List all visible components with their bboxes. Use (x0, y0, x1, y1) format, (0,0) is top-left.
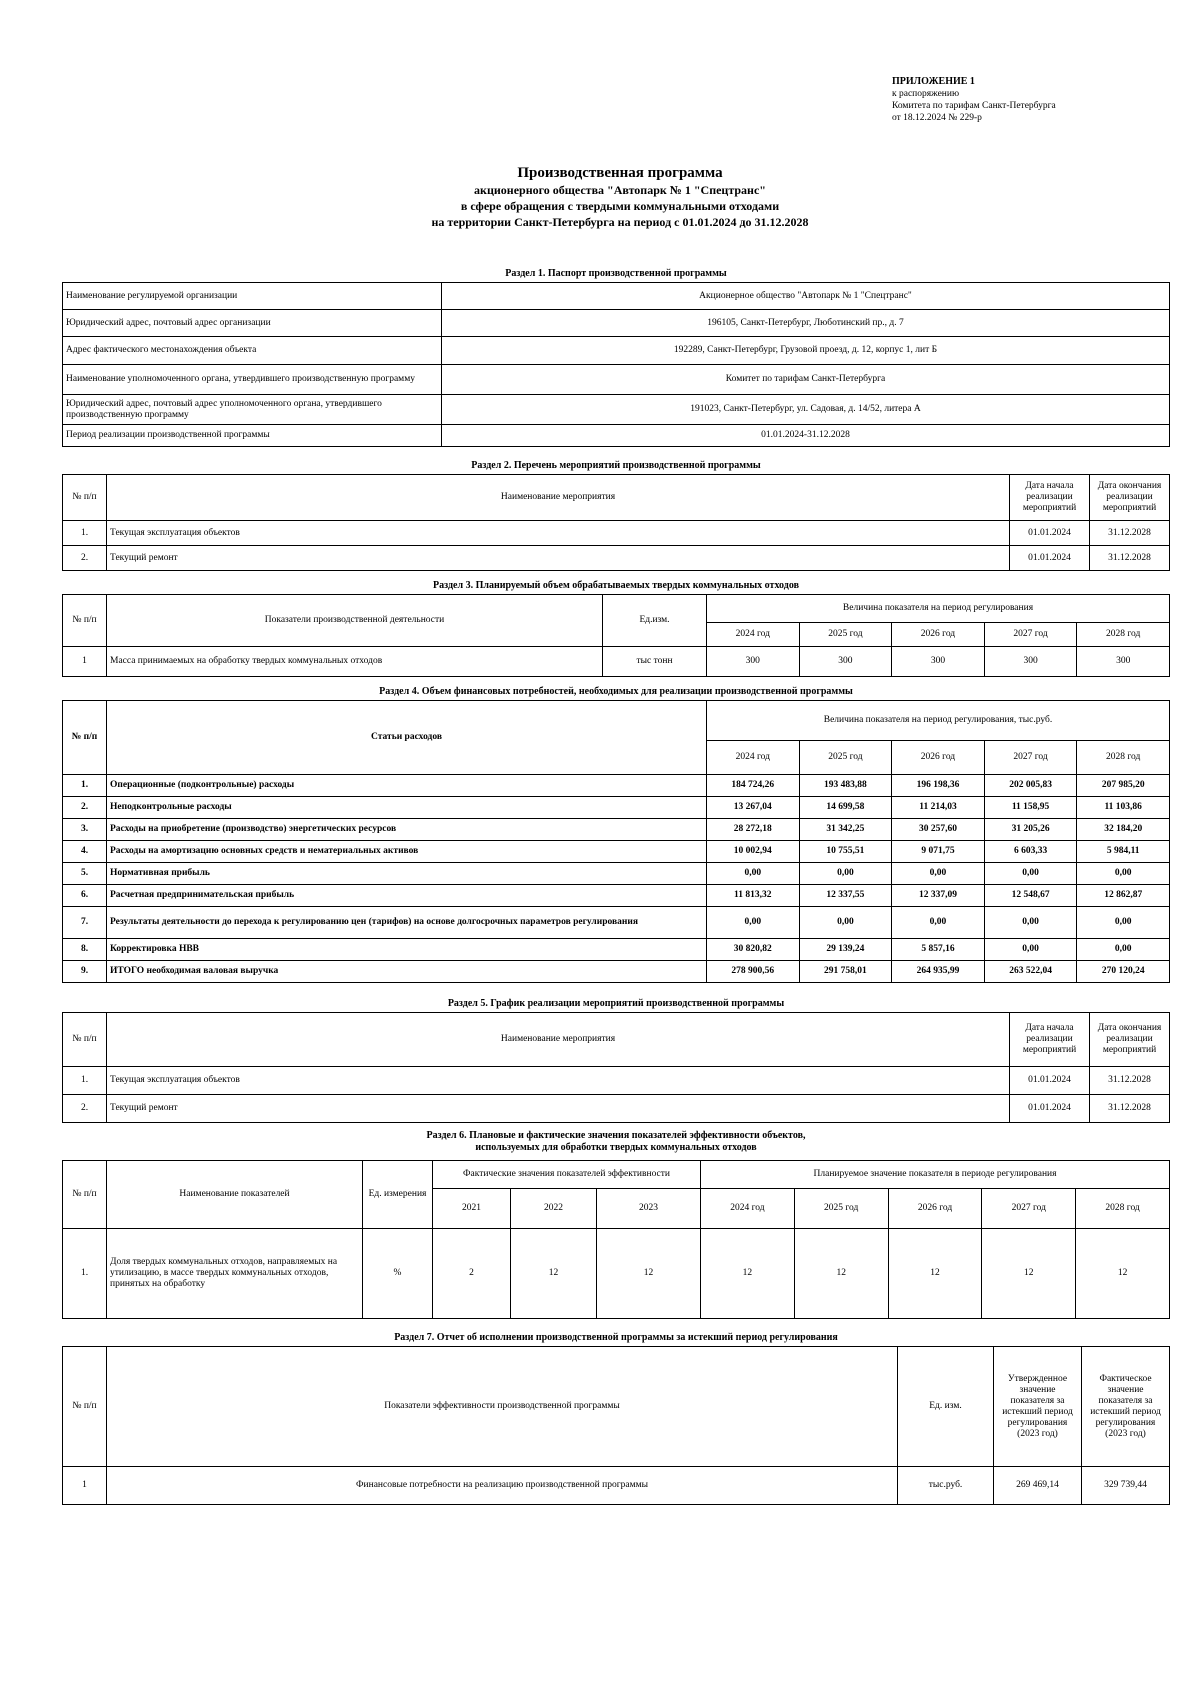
table-cell: Нормативная прибыль (107, 863, 707, 885)
table-cell: 4. (63, 841, 107, 863)
table-cell: 202 005,83 (984, 775, 1077, 797)
table-cell: тыс.руб. (898, 1467, 994, 1505)
table-row (63, 841, 1170, 863)
table-cell: Наименование регулируемой организации (63, 283, 442, 310)
table-cell: 2. (63, 1095, 107, 1123)
table-cell: Акционерное общество "Автопарк № 1 "Спецтранс" (442, 283, 1170, 310)
table-cell: 1. (63, 1067, 107, 1095)
year-header: 2024 год (701, 1189, 795, 1229)
table-row (63, 797, 1170, 819)
passport-table (62, 282, 1170, 447)
table-cell: Корректировка НВВ (107, 939, 707, 961)
table-cell: 32 184,20 (1077, 819, 1170, 841)
table-cell: 0,00 (1077, 939, 1170, 961)
table-cell: 0,00 (984, 863, 1077, 885)
table-cell: 0,00 (707, 863, 800, 885)
header-cell: Наименование мероприятия (107, 1013, 1010, 1067)
year-header: 2028 год (1076, 1189, 1170, 1229)
header-cell: Ед. изм. (898, 1347, 994, 1467)
year-header: 2028 год (1077, 623, 1170, 647)
table-cell: 6. (63, 885, 107, 907)
table-cell: 01.01.2024 (1010, 546, 1090, 571)
table-cell: 12 862,87 (1077, 885, 1170, 907)
table-cell: тыс тонн (603, 647, 707, 677)
table-cell: 207 985,20 (1077, 775, 1170, 797)
table-cell: Юридический адрес, почтовый адрес организации (63, 310, 442, 337)
table-row (63, 337, 1170, 365)
header-cell: Показатели эффективности производственной программы (107, 1347, 898, 1467)
table-cell: 1 (63, 647, 107, 677)
header-cell: Утвержденное значение показателя за истекший период регулирования (2023 год) (994, 1347, 1082, 1467)
table-cell: 11 158,95 (984, 797, 1077, 819)
table-cell: 300 (707, 647, 800, 677)
table-cell: 29 139,24 (799, 939, 892, 961)
table-cell: 184 724,26 (707, 775, 800, 797)
header-cell: Величина показателя на период регулирования (707, 595, 1170, 623)
table-cell: 264 935,99 (892, 961, 985, 983)
table-cell: 263 522,04 (984, 961, 1077, 983)
header-cell: Фактические значения показателей эффективности (433, 1161, 701, 1189)
table-cell: 12 (701, 1229, 795, 1319)
table-cell: 192289, Санкт-Петербург, Грузовой проезд, д. 12, корпус 1, лит Б (442, 337, 1170, 365)
table-cell: 12 (794, 1229, 888, 1319)
table-cell: 11 214,03 (892, 797, 985, 819)
header-cell: № п/п (63, 1013, 107, 1067)
year-header: 2025 год (799, 623, 892, 647)
table-cell: 10 002,94 (707, 841, 800, 863)
table-cell: 5. (63, 863, 107, 885)
section-3-title: Раздел 3. Планируемый объем обрабатываемых твердых коммунальных отходов (433, 580, 799, 591)
table-cell: 31.12.2028 (1090, 1067, 1170, 1095)
table-cell: 31.12.2028 (1090, 546, 1170, 571)
volume-table (62, 594, 1170, 677)
table-cell: Комитет по тарифам Санкт-Петербурга (442, 365, 1170, 395)
year-header: 2024 год (707, 623, 800, 647)
table-cell: 0,00 (892, 907, 985, 939)
header-cell: № п/п (63, 1347, 107, 1467)
table-cell: 1. (63, 1229, 107, 1319)
table-cell: 01.01.2024-31.12.2028 (442, 425, 1170, 447)
header-cell: Статьи расходов (107, 701, 707, 775)
table-row (63, 425, 1170, 447)
appendix-line: Комитета по тарифам Санкт-Петербурга (892, 101, 1056, 111)
table-header-row (63, 701, 1170, 741)
table-cell: Масса принимаемых на обработку твердых коммунальных отходов (107, 647, 603, 677)
table-cell: 12 548,67 (984, 885, 1077, 907)
section-6-title (62, 1130, 1170, 1154)
table-cell: 196 198,36 (892, 775, 985, 797)
header-cell: Показатели производственной деятельности (107, 595, 603, 647)
table-cell: ИТОГО необходимая валовая выручка (107, 961, 707, 983)
table-row (63, 1067, 1170, 1095)
table-cell: 193 483,88 (799, 775, 892, 797)
header-cell: Наименование показателей (107, 1161, 363, 1229)
table-row (63, 1467, 1170, 1505)
table-cell: 0,00 (799, 907, 892, 939)
table-cell: 0,00 (984, 907, 1077, 939)
schedule-table (62, 1012, 1170, 1123)
document-subtitle: в сфере обращения с твердыми коммунальными отходами (460, 199, 780, 213)
table-cell: 329 739,44 (1082, 1467, 1170, 1505)
table-cell: Операционные (подконтрольные) расходы (107, 775, 707, 797)
finance-table (62, 700, 1170, 983)
table-row (63, 546, 1170, 571)
table-cell: 0,00 (1077, 863, 1170, 885)
year-header: 2023 (597, 1189, 701, 1229)
table-cell: 9 071,75 (892, 841, 985, 863)
table-cell: 12 337,55 (799, 885, 892, 907)
section-2-title: Раздел 2. Перечень мероприятий производственной программы (471, 460, 761, 471)
header-cell: Дата окончания реализации мероприятий (1090, 1013, 1170, 1067)
table-cell: 12 (982, 1229, 1076, 1319)
table-cell: Текущий ремонт (107, 546, 1010, 571)
table-cell: Доля твердых коммунальных отходов, направляемых на утилизацию, в массе твердых коммунальных отходов, принятых на обработку (107, 1229, 363, 1319)
year-header: 2026 год (888, 1189, 982, 1229)
table-cell: 5 984,11 (1077, 841, 1170, 863)
table-cell: 31 205,26 (984, 819, 1077, 841)
year-header: 2028 год (1077, 741, 1170, 775)
table-cell: 11 103,86 (1077, 797, 1170, 819)
header-cell: Ед. измерения (363, 1161, 433, 1229)
table-row (63, 863, 1170, 885)
table-cell: 300 (892, 647, 985, 677)
table-row (63, 939, 1170, 961)
table-row (63, 283, 1170, 310)
table-cell: 6 603,33 (984, 841, 1077, 863)
section-6-title-line: используемых для обработки твердых коммунальных отходов (475, 1142, 757, 1153)
measures-table (62, 474, 1170, 571)
table-row (63, 1229, 1170, 1319)
table-cell: % (363, 1229, 433, 1319)
table-header-row (63, 1161, 1170, 1189)
header-cell: Величина показателя на период регулирования, тыс.руб. (707, 701, 1170, 741)
section-5-title: Раздел 5. График реализации мероприятий производственной программы (447, 998, 785, 1009)
table-cell: 31.12.2028 (1090, 1095, 1170, 1123)
header-cell: № п/п (63, 475, 107, 521)
table-cell: Результаты деятельности до перехода к регулированию цен (тарифов) на основе долгосрочных параметров регулирования (107, 907, 707, 939)
table-cell: Текущая эксплуатация объектов (107, 1067, 1010, 1095)
table-cell: Адрес фактического местонахождения объекта (63, 337, 442, 365)
table-cell: 1. (63, 775, 107, 797)
table-cell: 12 (1076, 1229, 1170, 1319)
section-4-title: Раздел 4. Объем финансовых потребностей, необходимых для реализации производственной программы (379, 686, 853, 697)
document-subtitle: на территории Санкт-Петербурга на период с 01.01.2024 до 31.12.2028 (431, 215, 809, 229)
appendix-line: к распоряжению (892, 89, 960, 99)
year-header: 2024 год (707, 741, 800, 775)
table-cell: 31.12.2028 (1090, 521, 1170, 546)
table-cell: 12 (511, 1229, 597, 1319)
header-cell: № п/п (63, 595, 107, 647)
table-cell: 191023, Санкт-Петербург, ул. Садовая, д. 14/52, литера А (442, 395, 1170, 425)
table-cell: Расходы на приобретение (производство) энергетических ресурсов (107, 819, 707, 841)
appendix-block (892, 76, 1152, 124)
document-heading (60, 164, 1180, 230)
year-header: 2027 год (984, 741, 1077, 775)
table-row (63, 819, 1170, 841)
table-cell: 278 900,56 (707, 961, 800, 983)
header-cell: Дата начала реализации мероприятий (1010, 475, 1090, 521)
table-cell: 3. (63, 819, 107, 841)
table-cell: Период реализации производственной программы (63, 425, 442, 447)
table-cell: 270 120,24 (1077, 961, 1170, 983)
report-table (62, 1346, 1170, 1505)
table-cell: Текущий ремонт (107, 1095, 1010, 1123)
table-row (63, 907, 1170, 939)
table-cell: 12 (888, 1229, 982, 1319)
appendix-line: от 18.12.2024 № 229-р (892, 113, 982, 123)
table-cell: 01.01.2024 (1010, 521, 1090, 546)
table-cell: 31 342,25 (799, 819, 892, 841)
section-7-title: Раздел 7. Отчет об исполнении производственной программы за истекший период регулирования (394, 1332, 838, 1343)
table-cell: 28 272,18 (707, 819, 800, 841)
table-cell: 300 (799, 647, 892, 677)
table-cell: 12 (597, 1229, 701, 1319)
table-row (63, 395, 1170, 425)
header-cell: № п/п (63, 701, 107, 775)
table-cell: 9. (63, 961, 107, 983)
header-cell: Планируемое значение показателя в периоде регулирования (701, 1161, 1170, 1189)
year-header: 2027 год (984, 623, 1077, 647)
header-cell: Фактическое значение показателя за истекший период регулирования (2023 год) (1082, 1347, 1170, 1467)
section-6-title-line: Раздел 6. Плановые и фактические значения показателей эффективности объектов, (426, 1130, 806, 1141)
table-cell: Юридический адрес, почтовый адрес уполномоченного органа, утвердившего производственную программу (63, 395, 442, 425)
efficiency-table (62, 1160, 1170, 1319)
table-cell: 12 337,09 (892, 885, 985, 907)
table-cell: 30 257,60 (892, 819, 985, 841)
table-row (63, 1095, 1170, 1123)
table-cell: 30 820,82 (707, 939, 800, 961)
header-cell: № п/п (63, 1161, 107, 1229)
year-header: 2022 (511, 1189, 597, 1229)
table-cell: Текущая эксплуатация объектов (107, 521, 1010, 546)
table-cell: 13 267,04 (707, 797, 800, 819)
table-row (63, 365, 1170, 395)
table-cell: 0,00 (1077, 907, 1170, 939)
table-row (63, 521, 1170, 546)
table-header-row (63, 595, 1170, 623)
table-header-row (63, 1013, 1170, 1067)
table-cell: 300 (984, 647, 1077, 677)
document-title: Производственная программа (517, 165, 723, 181)
table-row (63, 775, 1170, 797)
table-cell: 5 857,16 (892, 939, 985, 961)
table-cell: 269 469,14 (994, 1467, 1082, 1505)
table-row (63, 647, 1170, 677)
table-cell: 2. (63, 546, 107, 571)
table-header-row (63, 475, 1170, 521)
year-header: 2026 год (892, 623, 985, 647)
table-cell: 01.01.2024 (1010, 1095, 1090, 1123)
table-cell: 2 (433, 1229, 511, 1319)
table-cell: Расчетная предпринимательская прибыль (107, 885, 707, 907)
header-cell: Дата начала реализации мероприятий (1010, 1013, 1090, 1067)
table-cell: Неподконтрольные расходы (107, 797, 707, 819)
table-cell: Финансовые потребности на реализацию производственной программы (107, 1467, 898, 1505)
table-cell: Наименование уполномоченного органа, утвердившего производственную программу (63, 365, 442, 395)
table-cell: 1 (63, 1467, 107, 1505)
appendix-title: ПРИЛОЖЕНИЕ 1 (892, 76, 975, 87)
table-row-total (63, 961, 1170, 983)
document-subtitle: акционерного общества "Автопарк № 1 "Спецтранс" (474, 183, 766, 197)
table-cell: 01.01.2024 (1010, 1067, 1090, 1095)
year-header: 2027 год (982, 1189, 1076, 1229)
table-cell: 0,00 (892, 863, 985, 885)
header-cell: Наименование мероприятия (107, 475, 1010, 521)
table-cell: 0,00 (984, 939, 1077, 961)
header-cell: Ед.изм. (603, 595, 707, 647)
table-row (63, 885, 1170, 907)
table-cell: 1. (63, 521, 107, 546)
table-header-row (63, 1347, 1170, 1467)
year-header: 2026 год (892, 741, 985, 775)
table-cell: 10 755,51 (799, 841, 892, 863)
table-cell: 11 813,32 (707, 885, 800, 907)
year-header: 2021 (433, 1189, 511, 1229)
table-cell: 291 758,01 (799, 961, 892, 983)
table-cell: 0,00 (707, 907, 800, 939)
year-header: 2025 год (799, 741, 892, 775)
table-cell: 0,00 (799, 863, 892, 885)
table-cell: 196105, Санкт-Петербург, Люботинский пр., д. 7 (442, 310, 1170, 337)
table-cell: 8. (63, 939, 107, 961)
table-cell: 300 (1077, 647, 1170, 677)
table-cell: 2. (63, 797, 107, 819)
header-cell: Дата окончания реализации мероприятий (1090, 475, 1170, 521)
table-row (63, 310, 1170, 337)
table-cell: Расходы на амортизацию основных средств и нематериальных активов (107, 841, 707, 863)
table-cell: 7. (63, 907, 107, 939)
year-header: 2025 год (794, 1189, 888, 1229)
section-1-title: Раздел 1. Паспорт производственной программы (505, 268, 727, 279)
table-cell: 14 699,58 (799, 797, 892, 819)
